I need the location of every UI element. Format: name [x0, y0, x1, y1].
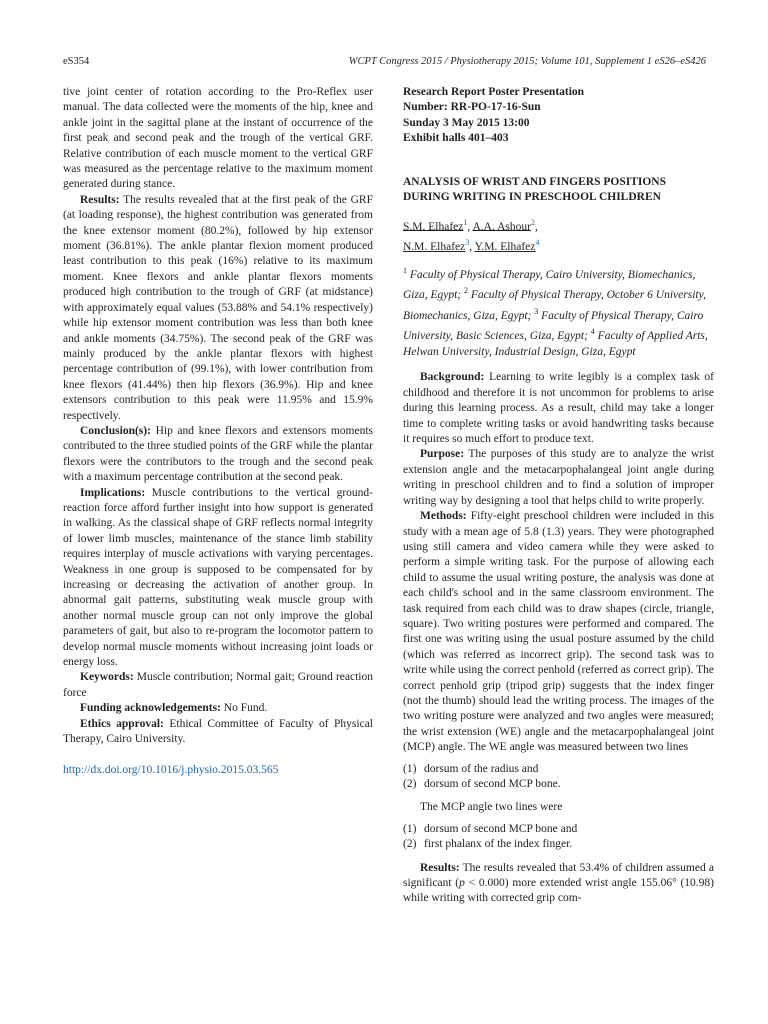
list-item: [403, 762, 714, 777]
doi-link[interactable]: http://dx.doi.org/10.1016/j.physio.2015.03.565: [63, 764, 279, 777]
list-item: [403, 822, 714, 837]
left-column: [63, 85, 373, 779]
page-header: [63, 56, 706, 72]
results-label: Results:: [420, 861, 460, 874]
ethics-paragraph: [63, 717, 373, 748]
presentation-number: Number: RR-PO-17-16-Sun: [403, 101, 541, 114]
affil-number: 4: [590, 326, 595, 336]
background-label: Background:: [420, 371, 485, 384]
funding-text: No Fund.: [223, 702, 268, 715]
keywords-label: Keywords:: [80, 671, 134, 684]
affil-number: 3: [534, 306, 539, 316]
conclusion-text: Hip and knee flexors and extensors moments contributed to the three studied points of the GRF while the plantar flexors were the contributors to the trough and the second peak with a maximum percentage contribution at the second peak.: [63, 424, 373, 484]
mcp-angle-lines-list: [403, 822, 714, 853]
author-affil-ref[interactable]: 1: [463, 217, 468, 227]
background-text: Learning to write legibly is a complex task of childhood and therefore it is not uncommon for problems to arise during this learning process. As a result, child may take a longer time to complete writing tasks or avoid handwriting tasks because it requires so much effort to produce text.: [403, 371, 715, 446]
affiliations: [403, 263, 714, 360]
results-text: The results revealed that at the first peak of the GRF (at loading response), the highest contribution was generated from the knee extensor moment (80.2%), followed by hip extensor moment (36.81%). The ankle plantar flexion moment produced least contribution to this peak (16%) relative to its maximum moment. Knee flexors and ankle plantar flexors moments produced high contribution to the trough of GRF (at midstance) with approximately equal values (53.88% and 54.1% respectively) while hip extensor moment contribution was less than both knee and ankle moments (34.75%). The second peak of the GRF was mainly produced by the ankle plantar flexors with highest percentage contribution of (99.1%), with lower contribution from knee flexors (41.44%) then hip flexors (36.9%). Hip and knee extensors contribution to this peak were 11.95% and 15.9% respectively.: [63, 193, 373, 422]
presentation-location: Exhibit halls 401–403: [403, 132, 509, 145]
affil-text: Faculty of Physical Therapy, October 6 University, Biomechanics, Giza, Egypt;: [403, 289, 706, 322]
list-text: first phalanx of the index finger.: [424, 838, 573, 851]
list-text: dorsum of second MCP bone and: [424, 822, 578, 835]
purpose-text: The purposes of this study are to analyze the wrist extension angle and the metacarpophalangeal joint angle during writing in preschool children and to find a solution of improper writing way by designing a tool that helps child to write properly.: [403, 448, 714, 507]
journal-citation: WCPT Congress 2015 / Physiotherapy 2015; Volume 101, Supplement 1 eS26–eS426: [348, 56, 706, 67]
author-name[interactable]: Y.M. Elhafez: [474, 240, 536, 253]
conclusion-label: Conclusion(s):: [80, 424, 151, 437]
right-column: [403, 85, 714, 907]
ethics-label: Ethics approval:: [80, 717, 164, 730]
list-number: (2): [403, 778, 417, 790]
presentation-date: Sunday 3 May 2015 13:00: [403, 116, 530, 129]
keywords-paragraph: [63, 670, 373, 701]
funding-paragraph: [63, 701, 373, 716]
author-name[interactable]: A.A. Ashour: [472, 220, 531, 233]
list-number: (1): [403, 762, 417, 775]
implications-text: Muscle contributions to the vertical ground-reaction force afford further insight into how support is generated in walking. As the classical shape of GRF reflects normal integrity of lower limb muscles, maintenance of the stance limb stability requires interplay of muscle activations with varying percentages. Weakness in one group is supposed to be compensated for by increasing or decreasing the activation of another group. In abnormal gait patterns, substituting weak muscle group with another normal muscle group can not only improve the global parameters of gait, but also to re-program the locomotor pattern to develop normal muscle moments without increasing joint loads or energy loss.: [63, 486, 374, 669]
affil-number: 1: [403, 266, 407, 276]
p-value-symbol: p: [459, 877, 465, 890]
author-affil-ref[interactable]: 3: [465, 237, 470, 247]
affil-text: Faculty of Physical Therapy, Cairo University, Basic Sciences, Giza, Egypt;: [403, 309, 704, 342]
list-text: dorsum of second MCP bone.: [424, 778, 561, 790]
presentation-type: Research Report Poster Presentation: [403, 86, 585, 98]
author-list: S.M. Elhafez$^1$, A.A. Ashour$^2$, N.M. Elhafez$^3$, Y.M. Elhafez$^4$: [403, 217, 540, 253]
purpose-paragraph: [403, 447, 714, 509]
page-number: eS354: [63, 56, 90, 67]
right-results-paragraph: [403, 861, 714, 907]
presentation-info: [403, 85, 714, 147]
list-number: (2): [403, 838, 417, 851]
mcp-intro: The MCP angle two lines were: [420, 801, 563, 814]
we-angle-lines-list: [403, 762, 714, 793]
abstract-title: ANALYSIS OF WRIST AND FINGERS POSITIONS DURING WRITING IN PRESCHOOL CHILDREN: [403, 175, 666, 203]
results-text-a: The results revealed that 53.4% of children assumed a significant (: [403, 861, 714, 890]
purpose-label: Purpose:: [420, 448, 465, 461]
implications-label: Implications:: [80, 486, 146, 499]
author-name[interactable]: N.M. Elhafez: [403, 240, 466, 253]
affil-text: Faculty of Applied Arts, Helwan University, Industrial Design, Giza, Egypt: [403, 329, 708, 359]
author-affil-ref[interactable]: 4: [535, 237, 540, 247]
implications-paragraph: [63, 486, 373, 671]
results-label: Results:: [80, 193, 120, 206]
background-paragraph: [403, 370, 714, 447]
author-name[interactable]: S.M. Elhafez: [403, 220, 464, 233]
list-item: [403, 837, 714, 852]
ethics-text: Ethical Committee of Faculty of Physical Therapy, Cairo University.: [63, 717, 374, 746]
methods-paragraph: [403, 509, 714, 756]
affil-number: 2: [464, 286, 469, 296]
keywords-text: Muscle contribution; Normal gait; Ground reaction force: [63, 671, 374, 699]
affil-text: Faculty of Physical Therapy, Cairo University, Biomechanics, Giza, Egypt;: [403, 268, 696, 302]
author-affil-ref[interactable]: 2: [530, 217, 535, 227]
results-text-b: < 0.000) more extended wrist angle 155.06° (10.98) while writing with corrected grip com-: [403, 877, 714, 905]
funding-label: Funding acknowledgements:: [80, 702, 221, 715]
intro-paragraph: tive joint center of rotation according to the Pro-Reflex user manual. The data collected were the moments of the hip, knee and ankle joint in the sagittal plane at the instant of occurrence of the first peak and second peak and the trough of the vertical GRF. Relative contribution of each muscle moment to the vertical GRF was measured as the percentage relative to the maximum moment generated during stance.: [63, 86, 373, 191]
results-paragraph: [63, 193, 373, 424]
list-item: [403, 777, 714, 792]
methods-text: Fifty-eight preschool children were included in this study with a mean age of 5.8 (1.3) years. They were photographed using still camera and video camera while they were asked to perform a simple writing task. For the purpose of allowing each child to assume the usual writing posture, the analysis was done at each child's school and in the same classroom environment. The task required from each child was to draw shapes (circle, triangle, square). Two writing postures were performed and compared. The first one was writing using the usual posture assumed by the child (which was referred as incorrect grip). The second task was to write while using the correct penhold (referred as correct grip). The correct penhold grip (tripod grip) suggests that the index finger (not the thumb) should lead the writing process. The images of the two writing posture were analyzed and two angles were measured; the wrist extension (WE) angle and the metacarpophalangeal joint (MCP) angle. The WE angle was measured between two lines: [403, 510, 714, 754]
methods-label: Methods:: [420, 510, 467, 523]
list-text: dorsum of the radius and: [424, 762, 539, 775]
list-number: (1): [403, 822, 417, 835]
conclusion-paragraph: [63, 424, 373, 486]
